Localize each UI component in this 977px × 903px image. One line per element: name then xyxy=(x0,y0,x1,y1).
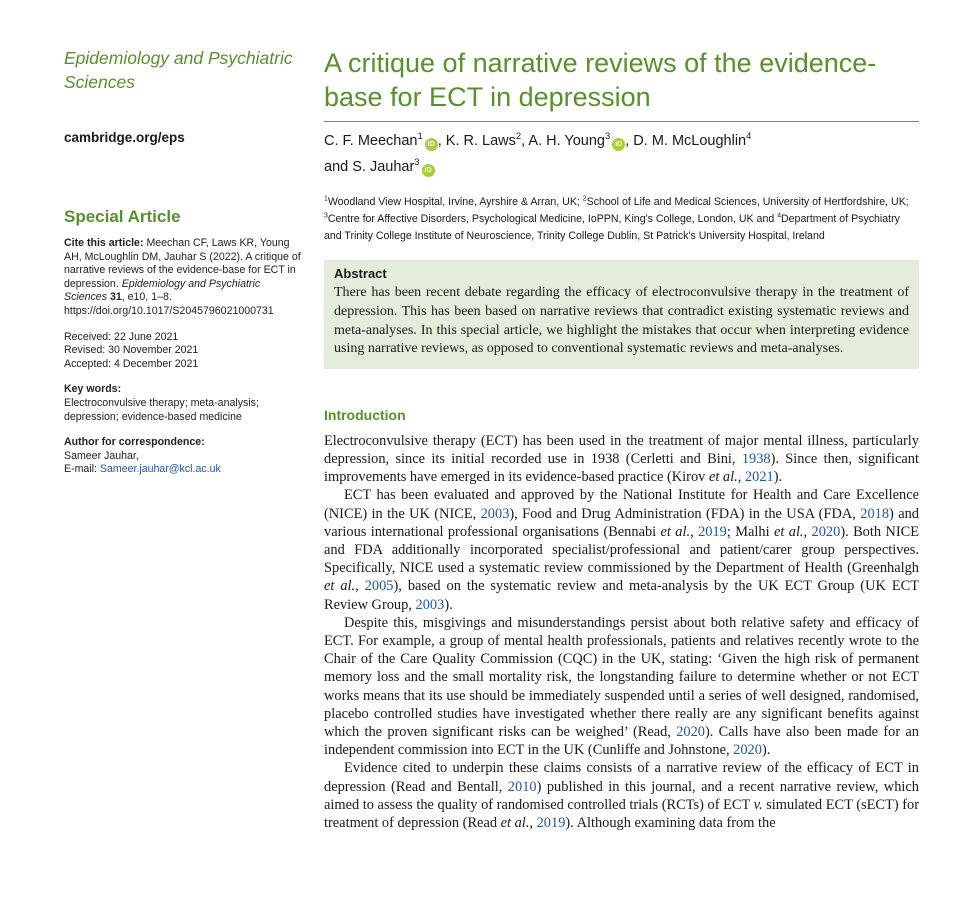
reference-link[interactable]: 2005 xyxy=(364,578,394,595)
correspondence-name: Sameer Jauhar, xyxy=(64,449,139,462)
paragraph-text: Despite this, misgivings and misunderstandings persist about both relative safety and efficacy of ECT. For example, a group of mental health professionals, patients and relatives recently wrote to the Chair of the Care Quality Commission (CQC) in the UK, stating: ‘Given the high risk of permanent memory loss and the small mortality risk, the longstanding failure to determine whether or not ECT works means that its use should be immediately suspended until a series of well designed, randomised, placebo controlled studies have investigated whether there really are any significant benefits against which the proven significant risks can be weighed’ (Read, xyxy=(324,614,919,741)
affiliations xyxy=(324,194,919,244)
paragraph-text: Evidence cited to underpin these claims consists of a narrative review of the efficacy of ECT in depression (Read and Bentall, xyxy=(324,760,919,795)
italic-text: et al. xyxy=(773,523,804,540)
keywords xyxy=(64,383,304,424)
paragraph-text: simulated ECT (sECT) for treatment of depression (Read xyxy=(324,796,919,832)
paragraph-text: , xyxy=(803,523,812,540)
paragraph-text: ) and various international professional organisations (Bennabi xyxy=(324,505,919,540)
paragraph-text: Electroconvulsive therapy (ECT) has been used in the treatment of major mental illness, particularly depression, since its initial recorded use in 1938 (Cerletti and Bini, xyxy=(324,432,919,467)
paragraph-text: ), Food and Drug Administration (FDA) in the USA (FDA, xyxy=(509,505,861,522)
paragraph-text: ECT has been evaluated and approved by the National Institute for Health and Care Excellence (NICE) in the UK (NICE, xyxy=(324,487,919,522)
affiliation-text: School of Life and Medical Sciences, University of Hertfordshire, UK; xyxy=(586,196,909,208)
affiliation-number: 2 xyxy=(582,195,587,203)
reference-link[interactable]: 2021 xyxy=(744,469,774,486)
cite-label: Cite this article: xyxy=(64,237,144,249)
title-rule xyxy=(324,121,919,122)
abstract-heading: Abstract xyxy=(334,266,387,282)
keywords-label: Key words: xyxy=(64,383,122,396)
reference-link[interactable]: 1938 xyxy=(741,450,771,467)
body-paragraph xyxy=(324,432,919,487)
affiliation-text: Department of Psychiatry and Trinity College Institute of Neuroscience, Trinity College Dublin, St Patrick's University Hospital, Ireland xyxy=(324,212,900,242)
received-date: Received: 22 June 2021 xyxy=(64,330,179,343)
paragraph-text: ). Although examining data from the xyxy=(565,815,776,832)
reference-link[interactable]: 2019 xyxy=(536,815,566,832)
email-label: E-mail: xyxy=(64,463,100,476)
author-affiliation-number: 1 xyxy=(417,130,423,142)
abstract-box xyxy=(324,260,919,368)
author-list xyxy=(324,128,919,180)
orcid-icon[interactable]: iD xyxy=(422,164,435,177)
body-paragraph xyxy=(324,486,919,613)
cite-authors: Meechan CF, Laws KR, Young AH, McLoughlin DM, Jauhar S (2022). A critique of narrative reviews of the evidence-base for ECT in depression. xyxy=(64,237,301,290)
cite-pages[interactable]: , e10, 1–8. https://doi.org/10.1017/S2045796021000731 xyxy=(64,291,274,317)
affiliation-number: 3 xyxy=(324,212,328,220)
author-separator: , xyxy=(625,133,634,149)
correspondence xyxy=(64,436,304,477)
author-entry xyxy=(528,130,634,149)
author-entry xyxy=(633,130,752,149)
affiliation-number: 1 xyxy=(324,195,328,203)
author-name: A. H. Young xyxy=(528,133,605,149)
author-affiliation-number: 2 xyxy=(515,130,522,142)
italic-text: et al. xyxy=(660,523,691,540)
author-affiliation-number: 4 xyxy=(746,130,752,142)
paragraph-text: ). Both NICE and FDA additionally incorporated specialist/professional and patient/carer group perspectives. Specifically, NICE used a systematic review commissioned by the Department of Health (Greenhalgh xyxy=(324,523,920,577)
article-type: Special Article xyxy=(64,207,181,226)
author-name: K. R. Laws xyxy=(445,133,516,149)
cite-journal: Epidemiology and Psychiatric Sciences xyxy=(64,277,261,304)
introduction-heading: Introduction xyxy=(324,406,406,423)
reference-link[interactable]: 2020 xyxy=(811,523,841,540)
paragraph-text: ). xyxy=(444,596,453,613)
paragraph-text: , xyxy=(737,469,745,486)
citation xyxy=(64,237,304,319)
journal-site[interactable]: cambridge.org/eps xyxy=(64,130,185,145)
reference-link[interactable]: 2019 xyxy=(698,523,727,540)
reference-link[interactable]: 2003 xyxy=(480,505,510,522)
introduction-body xyxy=(324,432,919,832)
author-entry xyxy=(324,130,446,149)
affiliation-text: Centre for Affective Disorders, Psychological Medicine, IoPPN, King's College, London, UK and xyxy=(327,212,778,225)
reference-link[interactable]: 2020 xyxy=(733,742,762,759)
paragraph-text: , xyxy=(690,523,699,540)
revised-date: Revised: 30 November 2021 xyxy=(64,344,199,357)
author-name: D. M. McLoughlin xyxy=(633,133,747,149)
paragraph-text: ; Malhi xyxy=(726,523,774,540)
accepted-date: Accepted: 4 December 2021 xyxy=(64,357,199,370)
paragraph-text: ). xyxy=(761,742,771,759)
right-column xyxy=(324,46,919,832)
paragraph-text: , xyxy=(355,578,365,595)
correspondence-label: Author for correspondence: xyxy=(64,436,205,449)
paragraph-text: ), based on the systematic review and meta-analysis by the UK ECT Group (UK ECT Review Group, xyxy=(324,578,919,613)
cite-volume: 31 xyxy=(109,291,122,304)
orcid-icon[interactable]: iD xyxy=(425,138,438,151)
author-separator: , xyxy=(437,133,446,149)
paragraph-text: ). Calls have also been made for an independent commission into ECT in the UK (Cunliffe and Johnstone, xyxy=(324,724,919,759)
italic-text: v. xyxy=(753,796,763,813)
keywords-text: Electroconvulsive therapy; meta-analysis; depression; evidence-based medicine xyxy=(64,396,259,423)
affiliation-number: 4 xyxy=(777,212,782,220)
author-affiliation-number: 3 xyxy=(605,130,611,142)
author-separator: , xyxy=(521,133,529,149)
author-name: and S. Jauhar xyxy=(324,159,415,175)
author-entry xyxy=(445,130,529,149)
italic-text: et al. xyxy=(708,469,738,486)
email-link[interactable]: Sameer.jauhar@kcl.ac.uk xyxy=(99,463,221,476)
correspondence-email-line xyxy=(64,463,304,477)
author-entry xyxy=(324,156,435,175)
reference-link[interactable]: 2020 xyxy=(676,724,705,741)
author-name: C. F. Meechan xyxy=(324,133,418,149)
paragraph-text: ). Since then, significant improvements have emerged in its evidence-based practice (Kirov xyxy=(324,450,919,486)
reference-link[interactable]: 2003 xyxy=(415,596,445,613)
body-paragraph xyxy=(324,759,919,832)
paragraph-text: , xyxy=(529,815,537,832)
italic-text: et al. xyxy=(500,815,530,832)
article-title: A critique of narrative reviews of the evidence-base for ECT in depression xyxy=(324,48,877,112)
author-affiliation-number: 3 xyxy=(414,156,420,168)
left-column xyxy=(64,46,304,477)
reference-link[interactable]: 2018 xyxy=(860,505,890,522)
article-dates xyxy=(64,331,304,372)
paragraph-text: ) published in this journal, and a recent narrative review, which aimed to assess the quality of randomised controlled trials (RCTs) of ECT xyxy=(324,778,919,813)
abstract-text: There has been recent debate regarding the efficacy of electroconvulsive therapy in the treatment of depression. This has been based on narrative reviews that contradict existing systematic reviews and meta-analyses. In this special article, we highlight the mistakes that occur when interpreting evidence using narrative reviews, as opposed to conventional systematic reviews and meta-analyses. xyxy=(334,285,909,357)
journal-name: Epidemiology and Psychiatric Sciences xyxy=(64,48,293,92)
affiliation-text: Woodland View Hospital, Irvine, Ayrshire & Arran, UK; xyxy=(327,196,583,208)
paragraph-text: ). xyxy=(773,469,783,486)
body-paragraph xyxy=(324,614,919,760)
italic-text: et al. xyxy=(324,578,356,595)
reference-link[interactable]: 2010 xyxy=(507,778,537,795)
orcid-icon[interactable]: iD xyxy=(612,138,625,151)
